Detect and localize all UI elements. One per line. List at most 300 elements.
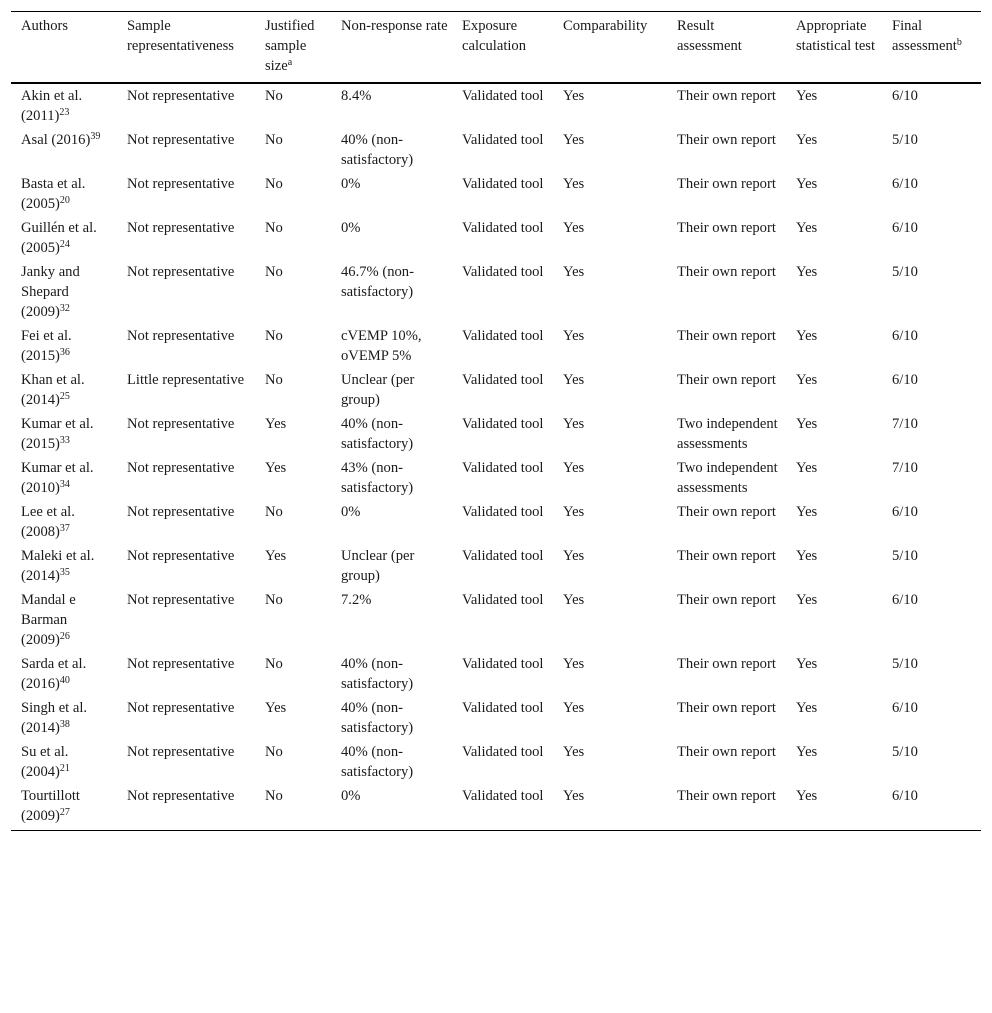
justified-sample-size-cell [255, 324, 331, 368]
final-assessment-cell [882, 216, 981, 260]
reference-number: 34 [59, 479, 70, 490]
justified-sample-size-cell [255, 172, 331, 216]
non-response-rate-cell-text: 0% [341, 176, 361, 192]
representativeness-cell [117, 216, 255, 260]
justified-sample-size-cell-text: Yes [265, 700, 287, 716]
exposure-calculation-cell [452, 740, 553, 784]
statistical-test-cell-text: Yes [796, 548, 818, 564]
representativeness-cell-text: Not representative [127, 744, 235, 760]
author-cell [11, 652, 117, 696]
statistical-test-cell [786, 456, 882, 500]
statistical-test-cell [786, 412, 882, 456]
table-body [11, 83, 981, 831]
table-row [11, 784, 981, 831]
quality-assessment-table [11, 11, 981, 831]
statistical-test-cell [786, 740, 882, 784]
justified-sample-size-cell [255, 83, 331, 128]
final-assessment-cell-text: 6/10 [892, 504, 918, 520]
result-assessment-cell-text: Their own report [677, 88, 776, 104]
author-cell-text: Tourtillott (2009) [21, 788, 80, 824]
representativeness-cell [117, 500, 255, 544]
non-response-rate-cell-text: Unclear (per group) [341, 548, 415, 584]
justified-sample-size-cell-text: No [265, 176, 283, 192]
exposure-calculation-cell-text: Validated tool [462, 220, 544, 236]
result-assessment-cell [667, 500, 786, 544]
non-response-rate-cell-text: 43% (non-satisfactory) [341, 460, 414, 496]
justified-sample-size-cell-text: Yes [265, 548, 287, 564]
exposure-calculation-cell [452, 588, 553, 652]
justified-sample-size-cell-text: No [265, 220, 283, 236]
result-assessment-cell [667, 216, 786, 260]
non-response-rate-cell [331, 456, 452, 500]
exposure-calculation-cell-text: Validated tool [462, 548, 544, 564]
non-response-rate-cell-text: 0% [341, 788, 361, 804]
justified-sample-size-cell-text: No [265, 656, 283, 672]
result-assessment-cell [667, 324, 786, 368]
table-row [11, 216, 981, 260]
column-header [667, 12, 786, 84]
justified-sample-size-cell-text: No [265, 592, 283, 608]
non-response-rate-cell [331, 500, 452, 544]
non-response-rate-cell [331, 260, 452, 324]
table-row [11, 544, 981, 588]
justified-sample-size-cell-text: No [265, 132, 283, 148]
comparability-cell-text: Yes [563, 264, 585, 280]
final-assessment-cell [882, 412, 981, 456]
author-cell [11, 740, 117, 784]
statistical-test-cell [786, 128, 882, 172]
representativeness-cell [117, 696, 255, 740]
exposure-calculation-cell-text: Validated tool [462, 504, 544, 520]
final-assessment-cell [882, 500, 981, 544]
representativeness-cell [117, 544, 255, 588]
exposure-calculation-cell-text: Validated tool [462, 460, 544, 476]
column-header-label: Exposure calculation [462, 18, 527, 54]
justified-sample-size-cell [255, 412, 331, 456]
comparability-cell [553, 368, 667, 412]
comparability-cell-text: Yes [563, 460, 585, 476]
author-cell [11, 260, 117, 324]
statistical-test-cell [786, 652, 882, 696]
comparability-cell-text: Yes [563, 788, 585, 804]
justified-sample-size-cell [255, 456, 331, 500]
result-assessment-cell [667, 260, 786, 324]
representativeness-cell-text: Not representative [127, 328, 235, 344]
author-cell [11, 412, 117, 456]
author-cell-text: Kumar et al. (2010) [21, 460, 94, 496]
reference-number: 23 [59, 107, 70, 118]
non-response-rate-cell [331, 128, 452, 172]
non-response-rate-cell [331, 412, 452, 456]
statistical-test-cell-text: Yes [796, 460, 818, 476]
comparability-cell-text: Yes [563, 416, 585, 432]
exposure-calculation-cell-text: Validated tool [462, 328, 544, 344]
non-response-rate-cell-text: 40% (non-satisfactory) [341, 656, 414, 692]
representativeness-cell [117, 324, 255, 368]
statistical-test-cell [786, 83, 882, 128]
final-assessment-cell [882, 740, 981, 784]
statistical-test-cell-text: Yes [796, 416, 818, 432]
justified-sample-size-cell-text: Yes [265, 460, 287, 476]
column-header [255, 12, 331, 84]
reference-number: 33 [59, 435, 70, 446]
non-response-rate-cell [331, 324, 452, 368]
statistical-test-cell [786, 172, 882, 216]
reference-number: 38 [59, 719, 70, 730]
justified-sample-size-cell-text: No [265, 504, 283, 520]
statistical-test-cell [786, 324, 882, 368]
comparability-cell-text: Yes [563, 744, 585, 760]
author-cell [11, 216, 117, 260]
final-assessment-cell-text: 5/10 [892, 132, 918, 148]
representativeness-cell-text: Not representative [127, 264, 235, 280]
table-row [11, 368, 981, 412]
statistical-test-cell [786, 696, 882, 740]
representativeness-cell-text: Not representative [127, 176, 235, 192]
comparability-cell [553, 696, 667, 740]
result-assessment-cell-text: Their own report [677, 700, 776, 716]
statistical-test-cell [786, 544, 882, 588]
comparability-cell-text: Yes [563, 220, 585, 236]
column-header [553, 12, 667, 84]
result-assessment-cell [667, 544, 786, 588]
result-assessment-cell [667, 696, 786, 740]
representativeness-cell-text: Not representative [127, 416, 235, 432]
exposure-calculation-cell [452, 128, 553, 172]
statistical-test-cell-text: Yes [796, 372, 818, 388]
representativeness-cell-text: Not representative [127, 548, 235, 564]
final-assessment-cell-text: 6/10 [892, 592, 918, 608]
non-response-rate-cell [331, 696, 452, 740]
final-assessment-cell-text: 5/10 [892, 656, 918, 672]
representativeness-cell-text: Not representative [127, 656, 235, 672]
result-assessment-cell-text: Their own report [677, 328, 776, 344]
footnote-marker: a [287, 57, 293, 68]
comparability-cell [553, 324, 667, 368]
column-header [11, 12, 117, 84]
representativeness-cell [117, 368, 255, 412]
table-row [11, 500, 981, 544]
reference-number: 24 [59, 239, 70, 250]
author-cell-text: Lee et al. (2008) [21, 504, 75, 540]
justified-sample-size-cell [255, 740, 331, 784]
table-row [11, 696, 981, 740]
table-row [11, 260, 981, 324]
non-response-rate-cell-text: cVEMP 10%, oVEMP 5% [341, 328, 422, 364]
justified-sample-size-cell [255, 216, 331, 260]
justified-sample-size-cell [255, 588, 331, 652]
author-cell-text: Akin et al. (2011) [21, 88, 83, 124]
final-assessment-cell [882, 128, 981, 172]
non-response-rate-cell [331, 216, 452, 260]
exposure-calculation-cell-text: Validated tool [462, 416, 544, 432]
justified-sample-size-cell [255, 128, 331, 172]
comparability-cell [553, 260, 667, 324]
column-header-label: Non-response rate [341, 18, 448, 34]
table-row [11, 128, 981, 172]
non-response-rate-cell [331, 368, 452, 412]
final-assessment-cell-text: 6/10 [892, 88, 918, 104]
column-header-label: Result assessment [677, 18, 742, 54]
result-assessment-cell-text: Their own report [677, 132, 776, 148]
statistical-test-cell-text: Yes [796, 176, 818, 192]
final-assessment-cell-text: 5/10 [892, 264, 918, 280]
final-assessment-cell-text: 6/10 [892, 788, 918, 804]
final-assessment-cell-text: 6/10 [892, 700, 918, 716]
comparability-cell [553, 172, 667, 216]
representativeness-cell [117, 652, 255, 696]
comparability-cell [553, 740, 667, 784]
exposure-calculation-cell [452, 260, 553, 324]
table-row [11, 456, 981, 500]
final-assessment-cell-text: 7/10 [892, 416, 918, 432]
comparability-cell [553, 784, 667, 831]
justified-sample-size-cell-text: No [265, 788, 283, 804]
result-assessment-cell-text: Their own report [677, 504, 776, 520]
result-assessment-cell-text: Two independent assessments [677, 416, 778, 452]
statistical-test-cell [786, 588, 882, 652]
final-assessment-cell [882, 456, 981, 500]
representativeness-cell-text: Little representative [127, 372, 245, 388]
author-cell [11, 544, 117, 588]
representativeness-cell-text: Not representative [127, 788, 235, 804]
comparability-cell-text: Yes [563, 88, 585, 104]
exposure-calculation-cell [452, 368, 553, 412]
reference-number: 37 [59, 523, 70, 534]
reference-number: 27 [59, 807, 70, 818]
representativeness-cell-text: Not representative [127, 460, 235, 476]
statistical-test-cell-text: Yes [796, 656, 818, 672]
final-assessment-cell [882, 368, 981, 412]
exposure-calculation-cell-text: Validated tool [462, 88, 544, 104]
table-row [11, 652, 981, 696]
comparability-cell-text: Yes [563, 548, 585, 564]
justified-sample-size-cell-text: No [265, 264, 283, 280]
justified-sample-size-cell-text: Yes [265, 416, 287, 432]
final-assessment-cell [882, 83, 981, 128]
table-row [11, 740, 981, 784]
comparability-cell [553, 216, 667, 260]
author-cell [11, 696, 117, 740]
result-assessment-cell [667, 652, 786, 696]
non-response-rate-cell-text: 40% (non-satisfactory) [341, 132, 414, 168]
exposure-calculation-cell-text: Validated tool [462, 264, 544, 280]
comparability-cell-text: Yes [563, 656, 585, 672]
representativeness-cell-text: Not representative [127, 132, 235, 148]
statistical-test-cell [786, 500, 882, 544]
column-header-label: Final assessment [892, 18, 957, 54]
reference-number: 25 [59, 391, 70, 402]
column-header-label: Authors [21, 18, 69, 34]
comparability-cell-text: Yes [563, 592, 585, 608]
author-cell [11, 500, 117, 544]
justified-sample-size-cell [255, 368, 331, 412]
exposure-calculation-cell [452, 172, 553, 216]
justified-sample-size-cell [255, 260, 331, 324]
representativeness-cell [117, 740, 255, 784]
column-header-label: Sample representativeness [127, 18, 234, 54]
final-assessment-cell [882, 324, 981, 368]
author-cell-text: Fei et al. (2015) [21, 328, 72, 364]
non-response-rate-cell-text: 46.7% (non-satisfactory) [341, 264, 414, 300]
result-assessment-cell [667, 740, 786, 784]
exposure-calculation-cell [452, 83, 553, 128]
author-cell-text: Asal (2016) [21, 132, 91, 148]
non-response-rate-cell [331, 83, 452, 128]
final-assessment-cell [882, 260, 981, 324]
statistical-test-cell-text: Yes [796, 132, 818, 148]
exposure-calculation-cell-text: Validated tool [462, 788, 544, 804]
non-response-rate-cell [331, 588, 452, 652]
result-assessment-cell-text: Their own report [677, 744, 776, 760]
statistical-test-cell-text: Yes [796, 592, 818, 608]
non-response-rate-cell-text: 7.2% [341, 592, 372, 608]
result-assessment-cell-text: Two independent assessments [677, 460, 778, 496]
table-row [11, 324, 981, 368]
author-cell [11, 83, 117, 128]
exposure-calculation-cell [452, 500, 553, 544]
result-assessment-cell [667, 456, 786, 500]
author-cell [11, 784, 117, 831]
final-assessment-cell-text: 6/10 [892, 176, 918, 192]
justified-sample-size-cell-text: No [265, 328, 283, 344]
representativeness-cell [117, 172, 255, 216]
exposure-calculation-cell [452, 412, 553, 456]
column-header-label: Comparability [563, 18, 648, 34]
exposure-calculation-cell [452, 324, 553, 368]
final-assessment-cell-text: 6/10 [892, 220, 918, 236]
author-cell [11, 128, 117, 172]
result-assessment-cell [667, 83, 786, 128]
exposure-calculation-cell [452, 456, 553, 500]
result-assessment-cell-text: Their own report [677, 220, 776, 236]
result-assessment-cell-text: Their own report [677, 176, 776, 192]
statistical-test-cell-text: Yes [796, 264, 818, 280]
result-assessment-cell [667, 172, 786, 216]
exposure-calculation-cell [452, 544, 553, 588]
non-response-rate-cell-text: 40% (non-satisfactory) [341, 416, 414, 452]
statistical-test-cell [786, 260, 882, 324]
final-assessment-cell-text: 7/10 [892, 460, 918, 476]
footnote-marker: b [956, 37, 962, 48]
final-assessment-cell [882, 696, 981, 740]
representativeness-cell [117, 784, 255, 831]
reference-number: 39 [90, 131, 101, 142]
result-assessment-cell-text: Their own report [677, 788, 776, 804]
statistical-test-cell-text: Yes [796, 88, 818, 104]
table-row [11, 172, 981, 216]
representativeness-cell [117, 128, 255, 172]
comparability-cell [553, 412, 667, 456]
author-cell-text: Kumar et al. (2015) [21, 416, 94, 452]
final-assessment-cell-text: 6/10 [892, 328, 918, 344]
result-assessment-cell [667, 784, 786, 831]
author-cell [11, 588, 117, 652]
result-assessment-cell [667, 368, 786, 412]
comparability-cell [553, 456, 667, 500]
result-assessment-cell-text: Their own report [677, 592, 776, 608]
justified-sample-size-cell-text: No [265, 88, 283, 104]
non-response-rate-cell [331, 544, 452, 588]
author-cell-text: Basta et al. (2005) [21, 176, 86, 212]
author-cell-text: Guillén et al. (2005) [21, 220, 97, 256]
reference-number: 36 [59, 347, 70, 358]
non-response-rate-cell-text: 0% [341, 220, 361, 236]
comparability-cell [553, 588, 667, 652]
reference-number: 35 [59, 567, 70, 578]
statistical-test-cell-text: Yes [796, 788, 818, 804]
column-header [452, 12, 553, 84]
reference-number: 26 [59, 631, 70, 642]
statistical-test-cell-text: Yes [796, 504, 818, 520]
non-response-rate-cell-text: 8.4% [341, 88, 372, 104]
author-cell [11, 456, 117, 500]
comparability-cell [553, 544, 667, 588]
comparability-cell-text: Yes [563, 504, 585, 520]
author-cell [11, 368, 117, 412]
exposure-calculation-cell [452, 652, 553, 696]
result-assessment-cell [667, 128, 786, 172]
comparability-cell-text: Yes [563, 372, 585, 388]
final-assessment-cell [882, 544, 981, 588]
reference-number: 20 [59, 195, 70, 206]
justified-sample-size-cell [255, 696, 331, 740]
non-response-rate-cell [331, 172, 452, 216]
statistical-test-cell-text: Yes [796, 744, 818, 760]
exposure-calculation-cell-text: Validated tool [462, 132, 544, 148]
exposure-calculation-cell [452, 696, 553, 740]
exposure-calculation-cell-text: Validated tool [462, 372, 544, 388]
exposure-calculation-cell-text: Validated tool [462, 592, 544, 608]
final-assessment-cell-text: 5/10 [892, 548, 918, 564]
non-response-rate-cell-text: Unclear (per group) [341, 372, 415, 408]
justified-sample-size-cell [255, 544, 331, 588]
comparability-cell-text: Yes [563, 328, 585, 344]
reference-number: 21 [59, 763, 70, 774]
representativeness-cell-text: Not representative [127, 700, 235, 716]
comparability-cell [553, 128, 667, 172]
statistical-test-cell [786, 784, 882, 831]
non-response-rate-cell-text: 40% (non-satisfactory) [341, 744, 414, 780]
final-assessment-cell [882, 652, 981, 696]
result-assessment-cell-text: Their own report [677, 656, 776, 672]
statistical-test-cell-text: Yes [796, 220, 818, 236]
column-header [786, 12, 882, 84]
author-cell [11, 172, 117, 216]
author-cell-text: Mandal e Barman (2009) [21, 592, 76, 648]
result-assessment-cell-text: Their own report [677, 372, 776, 388]
comparability-cell-text: Yes [563, 132, 585, 148]
exposure-calculation-cell-text: Validated tool [462, 176, 544, 192]
non-response-rate-cell [331, 740, 452, 784]
table-row [11, 588, 981, 652]
quality-assessment-table-container [11, 11, 981, 831]
justified-sample-size-cell-text: No [265, 744, 283, 760]
exposure-calculation-cell [452, 216, 553, 260]
comparability-cell-text: Yes [563, 700, 585, 716]
reference-number: 40 [59, 675, 70, 686]
justified-sample-size-cell [255, 652, 331, 696]
comparability-cell-text: Yes [563, 176, 585, 192]
comparability-cell [553, 83, 667, 128]
non-response-rate-cell [331, 784, 452, 831]
representativeness-cell [117, 260, 255, 324]
non-response-rate-cell-text: 0% [341, 504, 361, 520]
comparability-cell [553, 500, 667, 544]
table-header [11, 12, 981, 84]
representativeness-cell [117, 456, 255, 500]
exposure-calculation-cell-text: Validated tool [462, 656, 544, 672]
